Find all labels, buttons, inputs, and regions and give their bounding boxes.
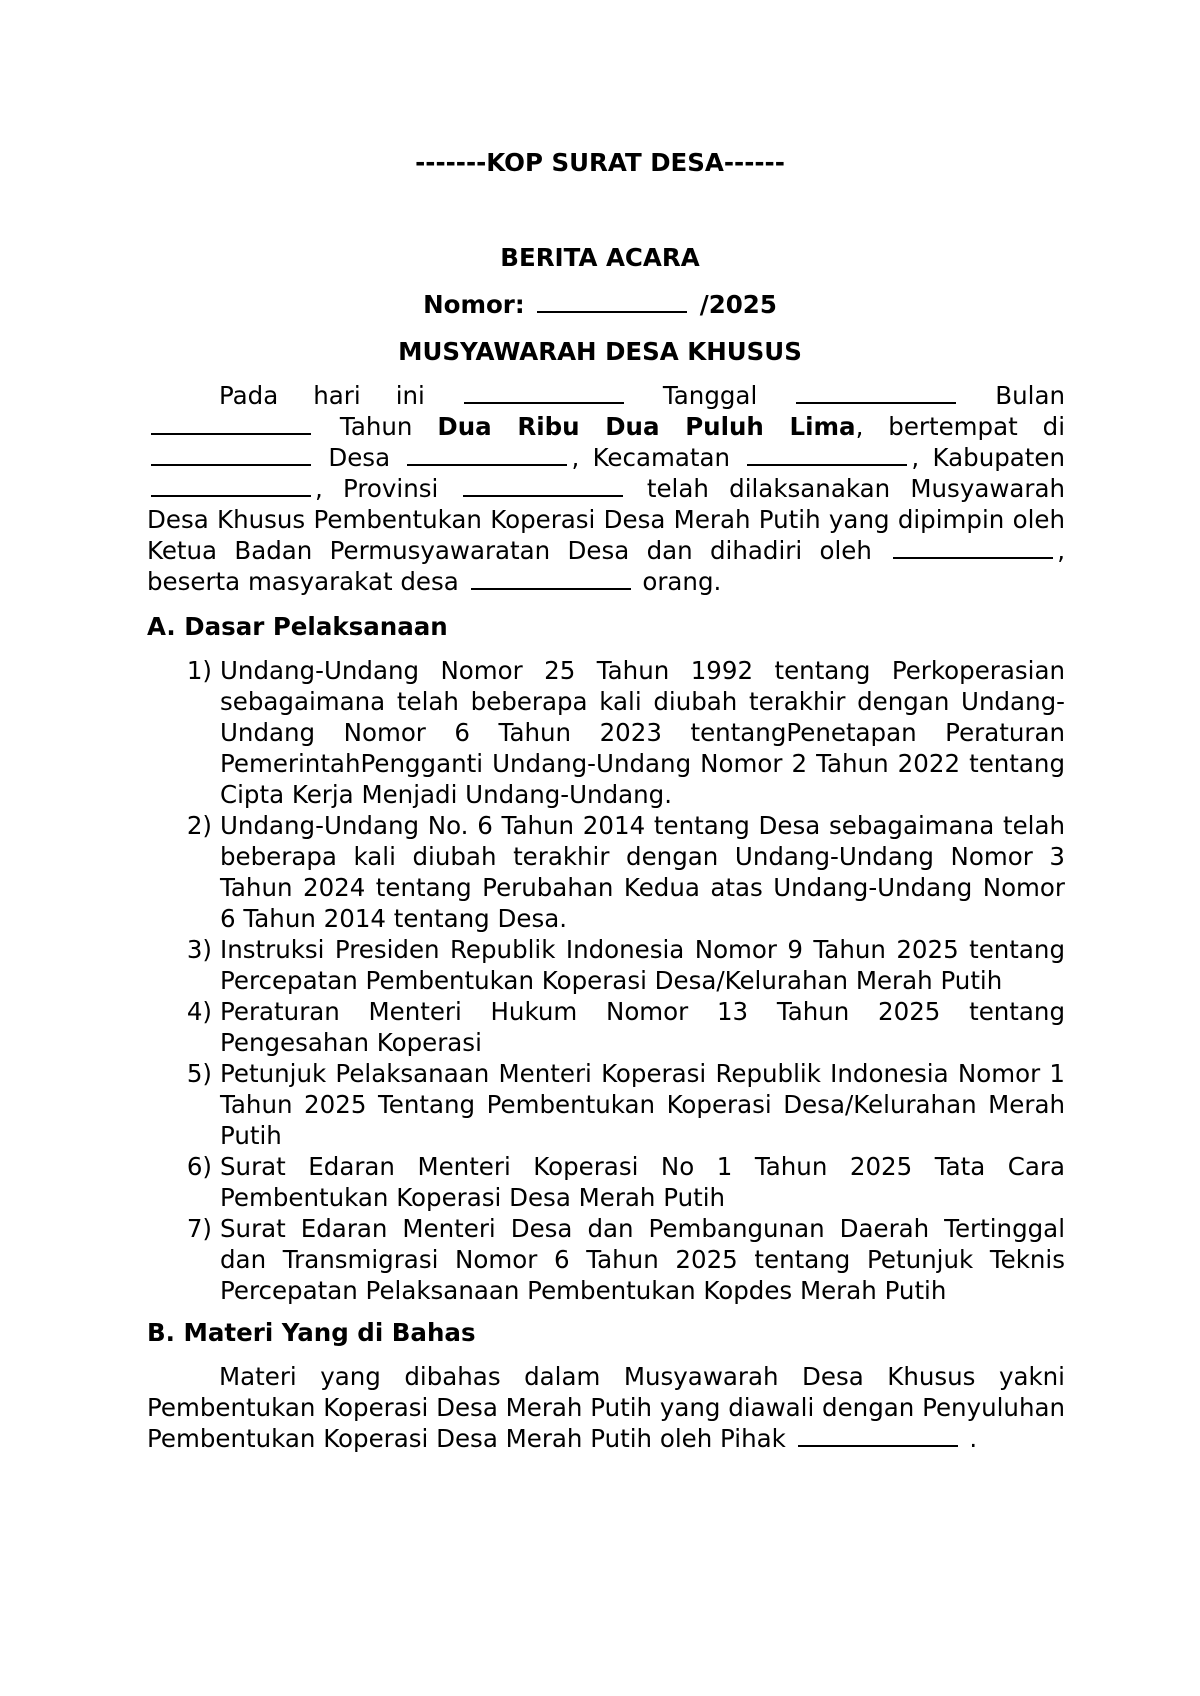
document-subtitle: MUSYAWARAH DESA KHUSUS <box>398 337 802 366</box>
list-item <box>147 1151 1065 1213</box>
list-text: Surat Edaran Menteri Desa dan Pembangunan Daerah Tertinggal dan Transmigrasi Nomor 6 Tahun 2025 tentang Petunjuk Teknis Percepatan Pelaksanaan Pembentukan Kopdes Merah Putih <box>220 1214 1065 1305</box>
list-item <box>147 1213 1065 1306</box>
intro-bulan: Bulan <box>995 381 1065 410</box>
intro-orang: orang. <box>642 567 722 596</box>
list-text: Petunjuk Pelaksanaan Menteri Koperasi Republik Indonesia Nomor 1 Tahun 2025 Tentang Pembentukan Koperasi Desa/Kelurahan Merah Putih <box>220 1059 1065 1150</box>
list-item <box>147 655 1065 810</box>
blank-hari <box>464 401 624 404</box>
intro-kabupaten: , Kabupaten <box>911 443 1066 472</box>
intro-beserta: , beserta masyarakat desa <box>147 536 1065 596</box>
nomor-line <box>0 290 1200 319</box>
dasar-pelaksanaan-list <box>147 655 1065 1306</box>
section-a-heading: A. Dasar Pelaksanaan <box>147 612 448 641</box>
list-item <box>147 810 1065 934</box>
nomor-suffix: /2025 <box>699 290 777 319</box>
list-item <box>147 1058 1065 1151</box>
list-text: Undang-Undang Nomor 25 Tahun 1992 tentang Perkoperasian sebagaimana telah beberapa kali diubah terakhir dengan Undang-Undang Nomor 6 Tahun 2023 tentangPenetapan Peraturan PemerintahPengganti Undang-Undang Nomor 2 Tahun 2022 tentang Cipta Kerja Menjadi Undang-Undang. <box>220 656 1065 809</box>
intro-kecamatan: , Kecamatan <box>571 443 731 472</box>
blank-provinsi <box>463 494 623 497</box>
blank-masyarakat <box>471 587 631 590</box>
list-number: 7) <box>186 1214 212 1243</box>
list-text: Instruksi Presiden Republik Indonesia Nomor 9 Tahun 2025 tentang Percepatan Pembentukan Koperasi Desa/Kelurahan Merah Putih <box>220 935 1065 995</box>
nomor-label: Nomor: <box>423 290 525 319</box>
nomor-blank <box>537 310 687 313</box>
intro-tahun-bold: Dua Ribu Dua Puluh Lima <box>437 412 856 441</box>
intro-pada-hari-ini: Pada hari ini <box>219 381 425 410</box>
intro-desa: Desa <box>328 443 391 472</box>
document-title: BERITA ACARA <box>500 243 700 272</box>
section-b-heading: B. Materi Yang di Bahas <box>147 1318 476 1347</box>
list-number: 2) <box>186 811 212 840</box>
list-text: Surat Edaran Menteri Koperasi No 1 Tahun 2025 Tata Cara Pembentukan Koperasi Desa Merah Putih <box>220 1152 1065 1212</box>
blank-tanggal <box>796 401 956 404</box>
list-number: 5) <box>186 1059 212 1088</box>
intro-telah: telah dilaksanakan Musyawarah Desa Khusus Pembentukan Koperasi Desa Merah Putih yang dipimpin oleh Ketua Badan Permusyawaratan Desa dan dihadiri oleh <box>147 474 1065 565</box>
blank-bulan <box>151 432 311 435</box>
intro-provinsi: , Provinsi <box>315 474 439 503</box>
intro-paragraph <box>147 380 1065 597</box>
blank-desa <box>407 463 567 466</box>
intro-tanggal: Tanggal <box>662 381 758 410</box>
blank-dihadiri <box>893 556 1053 559</box>
intro-tahun: Tahun <box>339 412 413 441</box>
list-number: 1) <box>186 656 212 685</box>
blank-kecamatan <box>747 463 907 466</box>
blank-kabupaten <box>151 494 311 497</box>
list-number: 3) <box>186 935 212 964</box>
blank-tempat <box>151 463 311 466</box>
section-b-end: . <box>969 1424 978 1453</box>
list-number: 6) <box>186 1152 212 1181</box>
intro-bertempat: , bertempat di <box>855 412 1065 441</box>
list-item <box>147 996 1065 1058</box>
list-item <box>147 934 1065 996</box>
section-b-text: Materi yang dibahas dalam Musyawarah Desa Khusus yakni Pembentukan Koperasi Desa Merah Putih yang diawali dengan Penyuluhan Pembentukan Koperasi Desa Merah Putih oleh Pihak <box>147 1362 1066 1453</box>
list-text: Peraturan Menteri Hukum Nomor 13 Tahun 2025 tentang Pengesahan Koperasi <box>220 997 1065 1057</box>
list-number: 4) <box>186 997 212 1026</box>
section-b-paragraph <box>147 1361 1065 1454</box>
list-text: Undang-Undang No. 6 Tahun 2014 tentang Desa sebagaimana telah beberapa kali diubah terakhir dengan Undang-Undang Nomor 3 Tahun 2024 tentang Perubahan Kedua atas Undang-Undang Nomor 6 Tahun 2014 tentang Desa. <box>220 811 1065 933</box>
kop-surat: -------KOP SURAT DESA------ <box>415 148 785 177</box>
blank-pihak <box>798 1444 958 1447</box>
